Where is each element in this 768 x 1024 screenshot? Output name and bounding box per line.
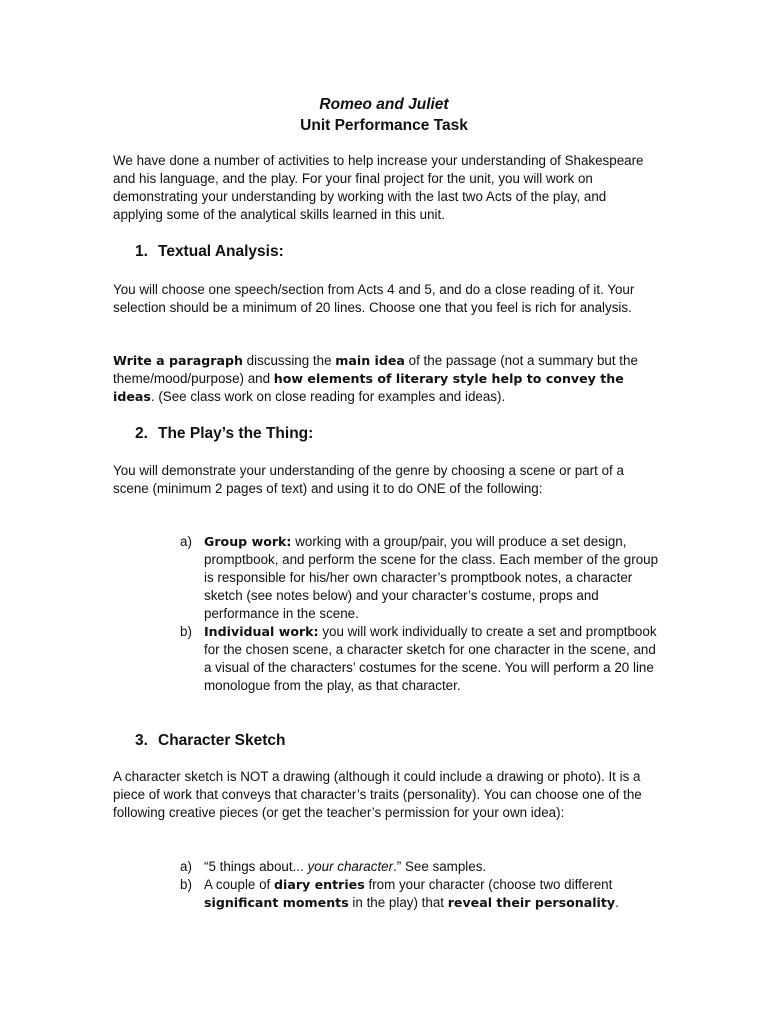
- list-item-text: you will work individually to create a set and promptbook for the chosen scene, a character sketch for one character in the scene, and a visual of the characters’ costumes for the scene. You will perform a 20 line monologue from the play, as that character.: [204, 624, 657, 693]
- section-2-options-list: [180, 533, 660, 695]
- section-1-paragraph-1: You will choose one speech/section from Acts 4 and 5, and do a close reading of it. Your selection should be a minimum of 20 lines. Choose one that you feel is rich for analysis.: [113, 282, 635, 315]
- title-line-2: Unit Performance Task: [300, 117, 468, 134]
- text-run: of the passage (not a summary but the theme/mood/purpose) and: [113, 353, 638, 386]
- intro-paragraph: We have done a number of activities to help increase your understanding of Shakespeare and his language, and the play. For your final project for the unit, you will work on demonstrating your understanding by working with the last two Acts of the play, and applying some of the analytical skills learned in this unit.: [113, 153, 644, 222]
- section-3-paragraph: A character sketch is NOT a drawing (although it could include a drawing or photo). It is a piece of work that conveys that character’s traits (personality). You can choose one of the following creative pieces (or get the teacher’s permission for your own idea):: [113, 769, 642, 820]
- list-item-text: working with a group/pair, you will produce a set design, promptbook, and perform the scene for the class. Each member of the group is responsible for his/her own character’s promptbook notes, a character sketch (see notes below) and your character’s costume, props and performance in the scene.: [204, 534, 659, 621]
- text-run: .: [615, 895, 619, 910]
- section-1-heading: [135, 242, 284, 262]
- section-2-heading: [135, 424, 313, 444]
- document-title: [0, 94, 768, 136]
- section-1-title: Textual Analysis:: [158, 243, 284, 260]
- list-item-label: b): [180, 624, 192, 639]
- emphasis-diary-entries: diary entries: [273, 877, 365, 892]
- list-item-label: a): [180, 534, 192, 549]
- emphasis-literary-style: how elements of literary style help to convey the ideas: [113, 371, 624, 404]
- title-line-1: Romeo and Juliet: [319, 96, 449, 113]
- section-3-options-list: [180, 858, 660, 912]
- text-run: in the play) that: [348, 895, 448, 910]
- emphasis-your-character: your character: [307, 859, 394, 874]
- emphasis-main-idea: main idea: [335, 353, 405, 368]
- section-3-heading: [135, 731, 286, 751]
- list-item-bold-lead: Individual work:: [204, 624, 319, 639]
- emphasis-write-paragraph: Write a paragraph: [113, 353, 243, 368]
- list-item-bold-lead: Group work:: [204, 534, 292, 549]
- section-2-number: 2.: [135, 425, 148, 442]
- list-item-five-things: [180, 858, 660, 876]
- list-item-label: a): [180, 859, 192, 874]
- section-2-paragraph: You will demonstrate your understanding of the genre by choosing a scene or part of a scene (minimum 2 pages of text) and using it to do ONE of the following:: [113, 463, 624, 496]
- list-item-diary-entries: [180, 876, 660, 912]
- emphasis-significant-moments: significant moments: [204, 895, 349, 910]
- emphasis-reveal-personality: reveal their personality: [447, 895, 616, 910]
- text-run: from your character (choose two different: [364, 877, 613, 892]
- text-run: . (See class work on close reading for examples and ideas).: [150, 389, 506, 404]
- section-1-paragraph-2: [113, 352, 658, 406]
- section-1-number: 1.: [135, 243, 148, 260]
- list-item-label: b): [180, 877, 192, 892]
- list-item-individual-work: [180, 623, 660, 695]
- text-run: A couple of: [204, 877, 274, 892]
- text-run: discussing the: [242, 353, 336, 368]
- text-run: “5 things about...: [204, 859, 308, 874]
- section-2-title: The Play’s the Thing:: [158, 425, 314, 442]
- section-3-title: Character Sketch: [158, 732, 286, 749]
- text-run: .” See samples.: [393, 859, 487, 874]
- section-3-number: 3.: [135, 732, 148, 749]
- list-item-group-work: [180, 533, 660, 623]
